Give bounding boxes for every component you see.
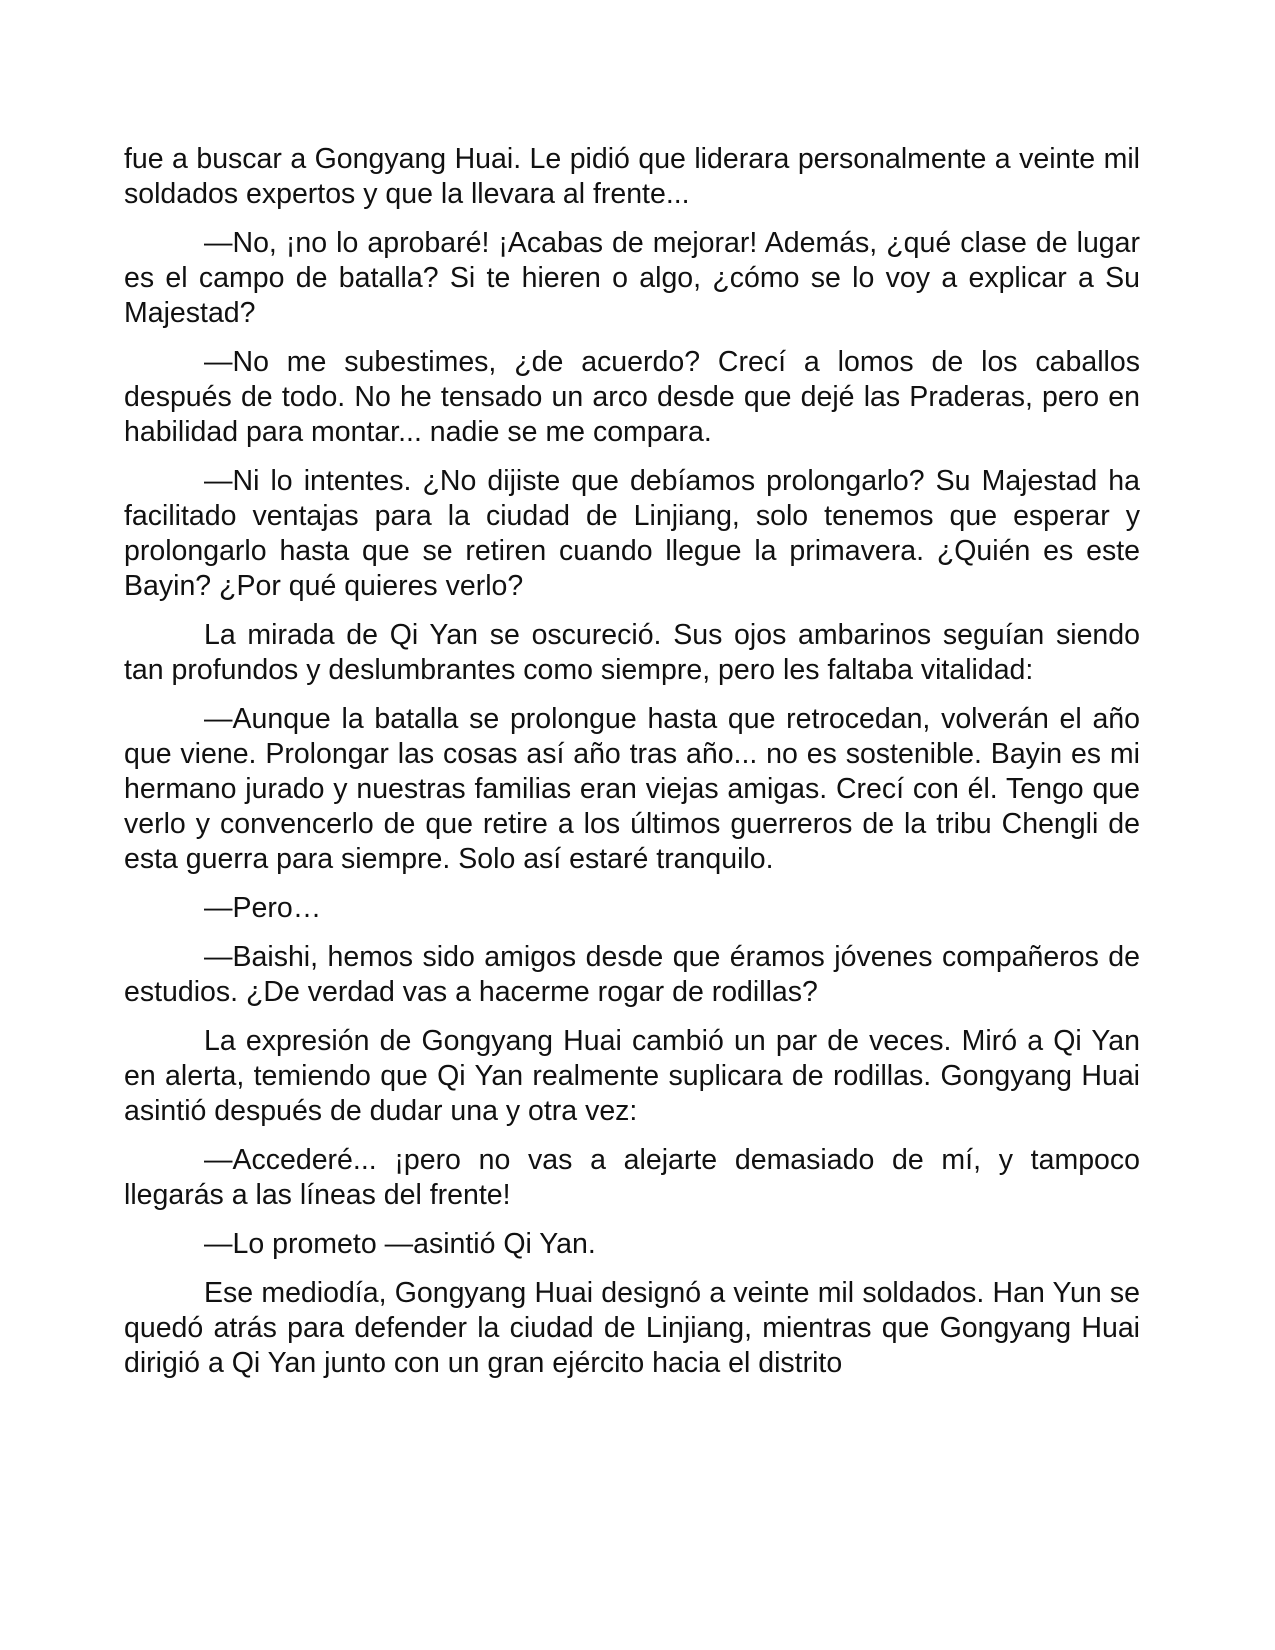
paragraph-1: fue a buscar a Gongyang Huai. Le pidió que liderara personalmente a veinte mil soldados expertos y que la llevara al frente... [124, 143, 1140, 210]
paragraph-8: —Baishi, hemos sido amigos desde que éramos jóvenes compañeros de estudios. ¿De verdad vas a hacerme rogar de rodillas? [124, 941, 1140, 1008]
document-page [124, 142, 1140, 1395]
paragraph-10: —Accederé... ¡pero no vas a alejarte demasiado de mí, y tampoco llegarás a las líneas del frente! [124, 1144, 1140, 1211]
paragraph-5: La mirada de Qi Yan se oscureció. Sus ojos ambarinos seguían siendo tan profundos y deslumbrantes como siempre, pero les faltaba vitalidad: [124, 619, 1140, 686]
paragraph-9: La expresión de Gongyang Huai cambió un par de veces. Miró a Qi Yan en alerta, temiendo que Qi Yan realmente suplicara de rodillas. Gongyang Huai asintió después de dudar una y otra vez: [124, 1025, 1140, 1127]
paragraph-7: —Pero… [204, 892, 322, 924]
paragraph-12: Ese mediodía, Gongyang Huai designó a veinte mil soldados. Han Yun se quedó atrás para defender la ciudad de Linjiang, mientras que Gongyang Huai dirigió a Qi Yan junto con un gran ejército hacia el distrito [124, 1277, 1140, 1379]
paragraph-2: —No, ¡no lo aprobaré! ¡Acabas de mejorar! Además, ¿qué clase de lugar es el campo de batalla? Si te hieren o algo, ¿cómo se lo voy a explicar a Su Majestad? [124, 227, 1140, 329]
paragraph-4: —Ni lo intentes. ¿No dijiste que debíamos prolongarlo? Su Majestad ha facilitado ventajas para la ciudad de Linjiang, solo tenemos que esperar y prolongarlo hasta que se retiren cuando llegue la primavera. ¿Quién es este Bayin? ¿Por qué quieres verlo? [124, 465, 1140, 602]
paragraph-11: —Lo prometo —asintió Qi Yan. [204, 1228, 596, 1260]
paragraph-3: —No me subestimes, ¿de acuerdo? Crecí a lomos de los caballos después de todo. No he tensado un arco desde que dejé las Praderas, pero en habilidad para montar... nadie se me compara. [124, 346, 1140, 448]
paragraph-6: —Aunque la batalla se prolongue hasta que retrocedan, volverán el año que viene. Prolongar las cosas así año tras año... no es sostenible. Bayin es mi hermano jurado y nuestras familias eran viejas amigas. Crecí con él. Tengo que verlo y convencerlo de que retire a los últimos guerreros de la tribu Chengli de esta guerra para siempre. Solo así estaré tranquilo. [124, 703, 1140, 875]
